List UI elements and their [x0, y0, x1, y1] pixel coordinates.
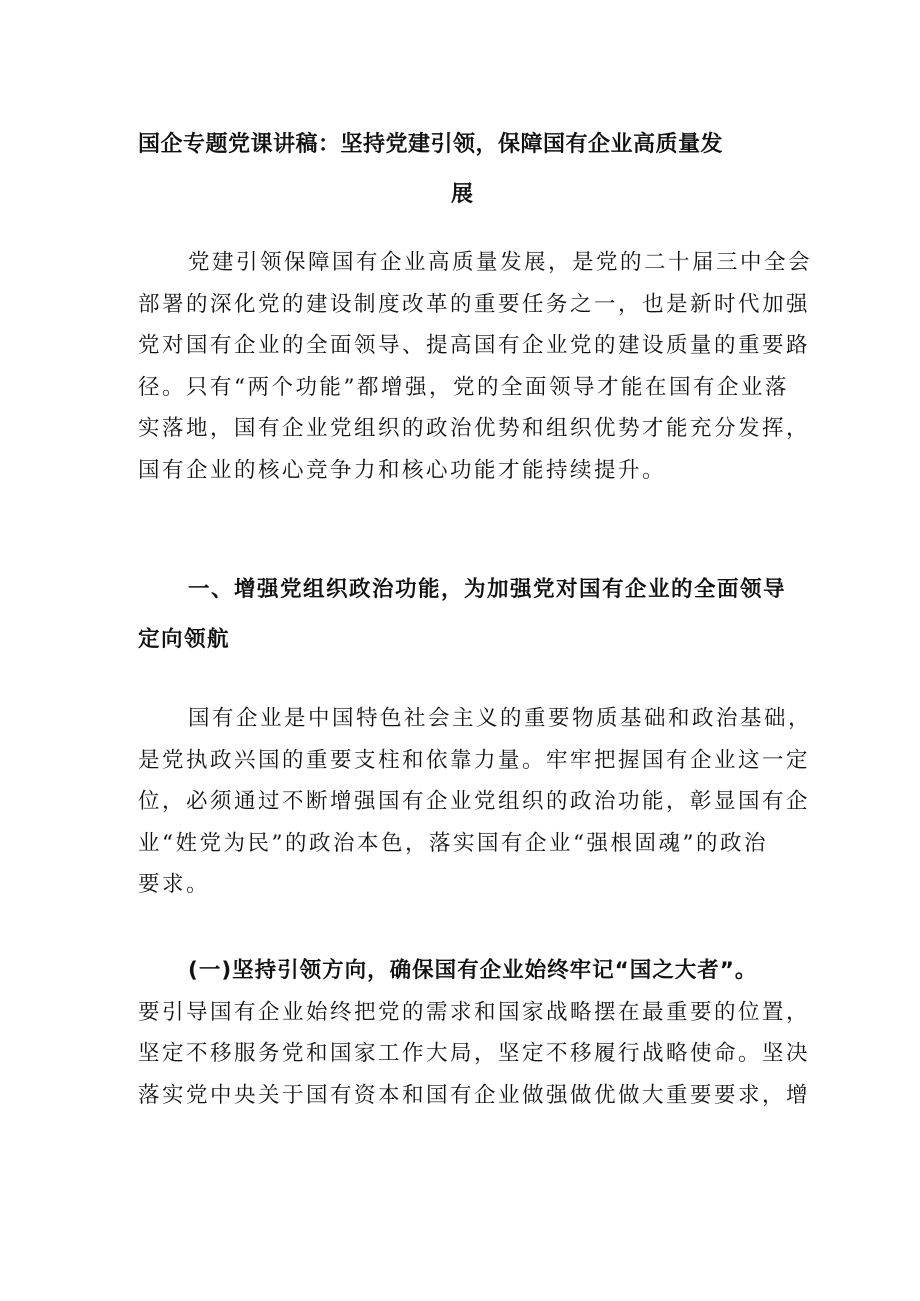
- paragraph-line: 是党执政兴国的重要支柱和依靠力量。牢牢把握国有企业这一定: [138, 747, 811, 773]
- paragraph-line: 部署的深化党的建设制度改革的重要任务之一，也是新时代加强: [138, 291, 811, 317]
- paragraph-line: 落实党中央关于国有资本和国有企业做强做优做大重要要求，增: [138, 1082, 811, 1108]
- subsection-paragraph: [138, 950, 811, 1116]
- section-paragraph: [138, 698, 813, 906]
- document-title: [138, 120, 798, 220]
- paragraph-line: 国有企业是中国特色社会主义的重要物质基础和政治基础，: [188, 706, 813, 731]
- paragraph-line: 党对国有企业的全面领导、提高国有企业党的建设质量的重要路: [138, 333, 811, 358]
- heading-line: 定向领航: [138, 627, 231, 652]
- title-line: 展: [451, 182, 474, 207]
- paragraph-line: 党建引领保障国有企业高质量发展，是党的二十届三中全会: [188, 250, 813, 275]
- heading-line: 一、增强党组织政治功能，为加强党对国有企业的全面领导: [188, 577, 787, 602]
- section-heading: [138, 565, 798, 665]
- paragraph-line: 要引导国有企业始终把党的需求和国家战略摆在最重要的位置，: [138, 999, 811, 1025]
- paragraph-line: 国有企业的核心竞争力和核心功能才能持续提升。: [138, 457, 667, 483]
- title-line: 国企专题党课讲稿：坚持党建引领，保障国有企业高质量发: [138, 132, 724, 157]
- paragraph-line: 业“姓党为民”的政治本色，落实国有企业“强根固魂”的政治: [138, 830, 768, 856]
- paragraph-line: 坚定不移服务党和国家工作大局，坚定不移履行战略使命。坚决: [138, 1041, 811, 1066]
- paragraph-line: 要求。: [138, 872, 211, 897]
- intro-paragraph: [138, 242, 813, 491]
- paragraph-line: 位，必须通过不断增强国有企业党组织的政治功能，彰显国有企: [138, 789, 811, 814]
- subsection-heading: (一)坚持引领方向，确保国有企业始终牢记“国之大者”。: [188, 958, 758, 983]
- paragraph-line: 径。只有“两个功能”都增强，党的全面领导才能在国有企业落: [138, 374, 789, 400]
- paragraph-line: 实落地，国有企业党组织的政治优势和组织优势才能充分发挥，: [138, 416, 811, 441]
